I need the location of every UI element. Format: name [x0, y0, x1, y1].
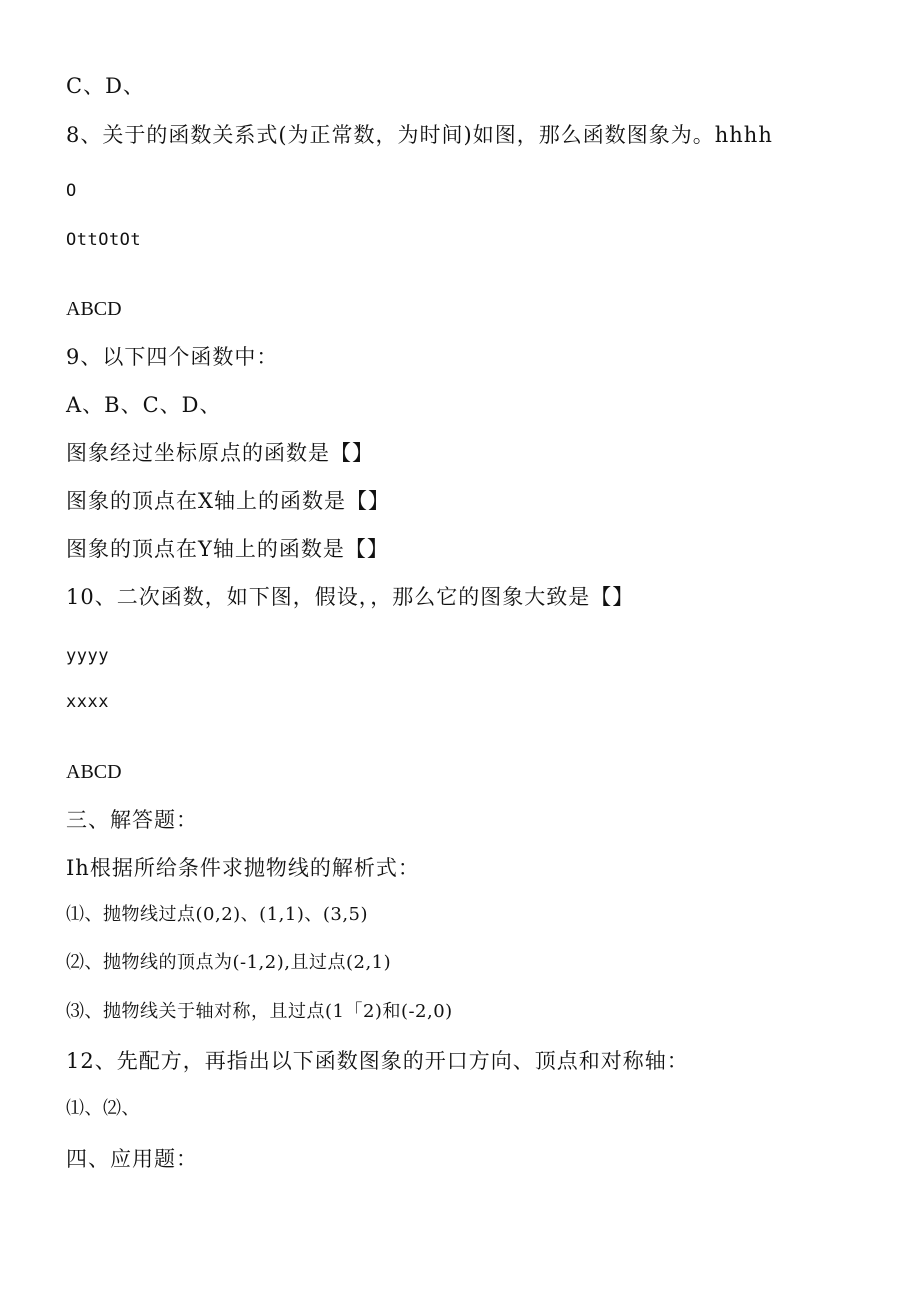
- question-9-part-3: 图象的顶点在Y轴上的函数是【】: [66, 537, 389, 561]
- text-line-cd: C、D、: [66, 74, 145, 98]
- question-11-part-3: ⑶、抛物线关于轴对称，且过点(1「2)和(-2,0): [66, 1001, 453, 1022]
- question-11-part-2: ⑵、抛物线的顶点为(-1,2),且过点(2,1): [66, 952, 392, 973]
- option-letters-10: ABCD: [66, 761, 122, 783]
- section-heading-4: 四、应用题：: [66, 1147, 198, 1171]
- question-9: 9、以下四个函数中：: [66, 345, 279, 369]
- question-11: Ih根据所给条件求抛物线的解析式：: [66, 856, 420, 880]
- question-9-part-1: 图象经过坐标原点的函数是【】: [66, 441, 374, 465]
- graph-axis-labels: OttOtOt: [66, 230, 142, 250]
- question-10: 10、二次函数，如下图，假设，，那么它的图象大致是【】: [66, 585, 635, 609]
- graph-x-labels: xxxx: [66, 692, 109, 712]
- question-8: 8、关于的函数关系式(为正常数，为时间)如图，那么函数图象为。hhhh: [66, 123, 773, 147]
- option-letters-8: ABCD: [66, 298, 122, 320]
- question-9-part-2: 图象的顶点在X轴上的函数是【】: [66, 489, 390, 513]
- graph-origin-label: O: [66, 181, 77, 201]
- question-11-part-1: ⑴、抛物线过点(0,2)、(1,1)、(3,5): [66, 904, 369, 925]
- graph-y-labels: yyyy: [66, 646, 109, 666]
- section-heading-3: 三、解答题：: [66, 808, 198, 832]
- question-12: 12、先配方，再指出以下函数图象的开口方向、顶点和对称轴：: [66, 1049, 689, 1073]
- options-9: A、B、C、D、: [66, 393, 222, 417]
- question-12-parts: ⑴、⑵、: [66, 1098, 140, 1119]
